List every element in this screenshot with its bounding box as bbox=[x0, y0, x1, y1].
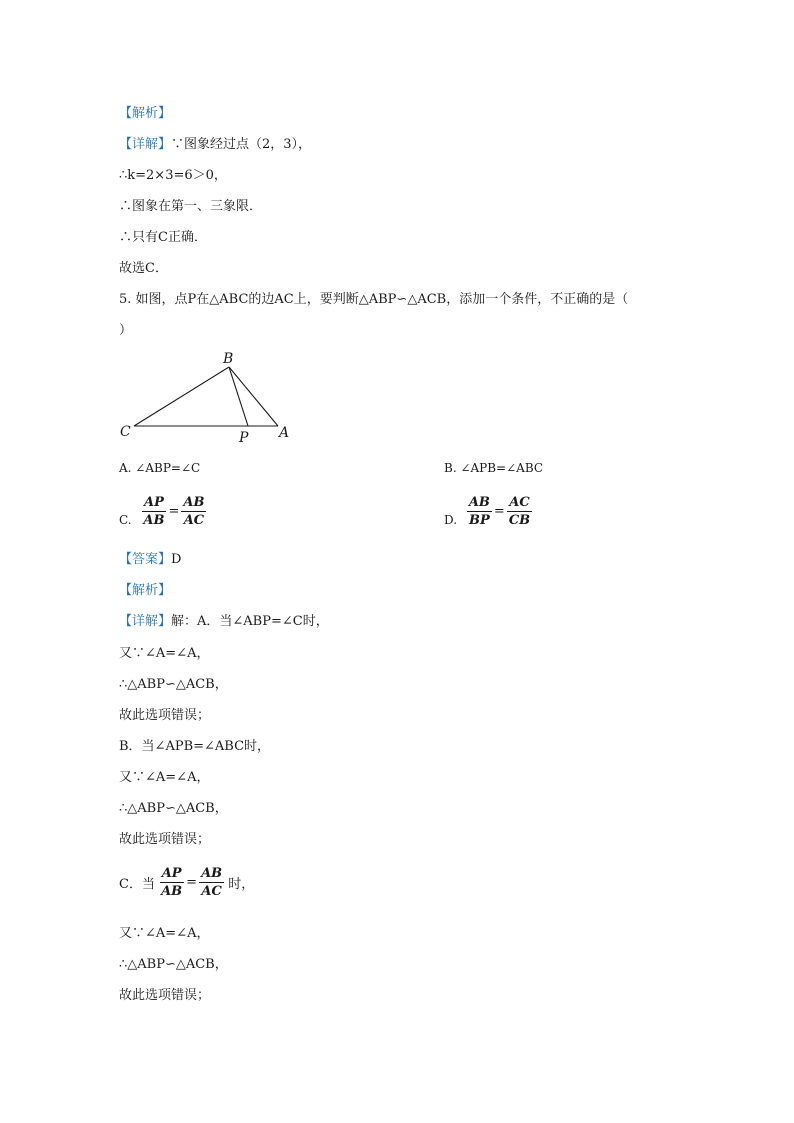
option-d-prefix: D. bbox=[444, 513, 458, 527]
solution-line-3: ∴△ABP∽△ACB， bbox=[119, 677, 228, 692]
fraction: $\frac{AB}{BP}$ bbox=[468, 495, 490, 528]
segment-cb bbox=[134, 367, 229, 426]
solution-line-9: C．当 $\frac{AP}{AB}$ = $\frac{AB}{AC}$ 时， bbox=[119, 866, 255, 899]
fraction: $\frac{AC}{CB}$ bbox=[508, 495, 531, 528]
solution-line-10: 又∵∠A=∠A， bbox=[119, 926, 210, 941]
solution-line-6: 又∵∠A=∠A， bbox=[119, 770, 210, 785]
option-d bbox=[444, 490, 532, 528]
label-a: A bbox=[279, 425, 290, 441]
option-a: A. ∠ABP=∠C bbox=[119, 461, 201, 475]
segment-ba bbox=[229, 367, 278, 426]
detail-line-1 bbox=[119, 137, 311, 153]
label-p: P bbox=[239, 430, 249, 446]
solution-line-11: ∴△ABP∽△ACB， bbox=[119, 957, 228, 972]
analysis-heading bbox=[119, 106, 171, 122]
solution-line-1: 【详解】解：A．当∠ABP=∠C时， bbox=[119, 614, 329, 629]
detail-line-4: ∴只有C正确． bbox=[119, 230, 207, 245]
solution-line-5: B．当∠APB=∠ABC时， bbox=[119, 739, 271, 754]
solution-line-4: 故此选项错误； bbox=[119, 708, 211, 723]
option-c bbox=[119, 490, 206, 528]
solution-line-2: 又∵∠A=∠A， bbox=[119, 646, 210, 661]
detail-line-2: ∴k=2×3=6＞0， bbox=[119, 168, 227, 183]
fraction: $\frac{AB}{AC}$ bbox=[201, 866, 223, 899]
answer-value: D bbox=[171, 552, 182, 567]
solution-line-9-equation: $\frac{AP}{AB}$ = $\frac{AB}{AC}$ bbox=[161, 866, 223, 899]
solution-line-8: 故此选项错误； bbox=[119, 832, 211, 847]
answer-analysis-heading bbox=[119, 583, 171, 599]
detail-tag: 【详解】 bbox=[119, 614, 172, 629]
option-d-equation: $\frac{AB}{BP}$ = $\frac{AC}{CB}$ bbox=[468, 495, 531, 528]
segment-bp bbox=[229, 367, 248, 426]
fraction: $\frac{AP}{AB}$ bbox=[143, 495, 165, 528]
label-b: B bbox=[223, 351, 234, 367]
detail-line-3: ∴图象在第一、三象限． bbox=[119, 199, 263, 214]
answer-line bbox=[119, 552, 181, 568]
triangle-figure bbox=[112, 346, 312, 446]
option-b: B. ∠APB=∠ABC bbox=[444, 461, 544, 475]
analysis-tag: 【解析】 bbox=[119, 583, 172, 598]
question-5-text-cont: ） bbox=[119, 323, 133, 338]
option-c-prefix: C. bbox=[119, 513, 132, 527]
detail-tag: 【详解】 bbox=[119, 137, 172, 152]
fraction: $\frac{AP}{AB}$ bbox=[161, 866, 183, 899]
analysis-tag: 【解析】 bbox=[119, 106, 172, 121]
solution-line-7: ∴△ABP∽△ACB， bbox=[119, 801, 228, 816]
detail-line-5: 故选C． bbox=[119, 261, 168, 276]
label-c: C bbox=[120, 424, 131, 440]
option-c-equation: $\frac{AP}{AB}$ = $\frac{AB}{AC}$ bbox=[143, 495, 205, 528]
solution-line-12: 故此选项错误； bbox=[119, 988, 211, 1003]
answer-tag: 【答案】 bbox=[119, 552, 172, 567]
fraction: $\frac{AB}{AC}$ bbox=[183, 495, 205, 528]
question-5-text: 5. 如图，点P在△ABC的边AC上，要判断△ABP∽△ACB，添加一个条件，不正确的是（ bbox=[119, 292, 629, 307]
detail-text-1: ∵图象经过点（2，3）， bbox=[171, 137, 312, 152]
